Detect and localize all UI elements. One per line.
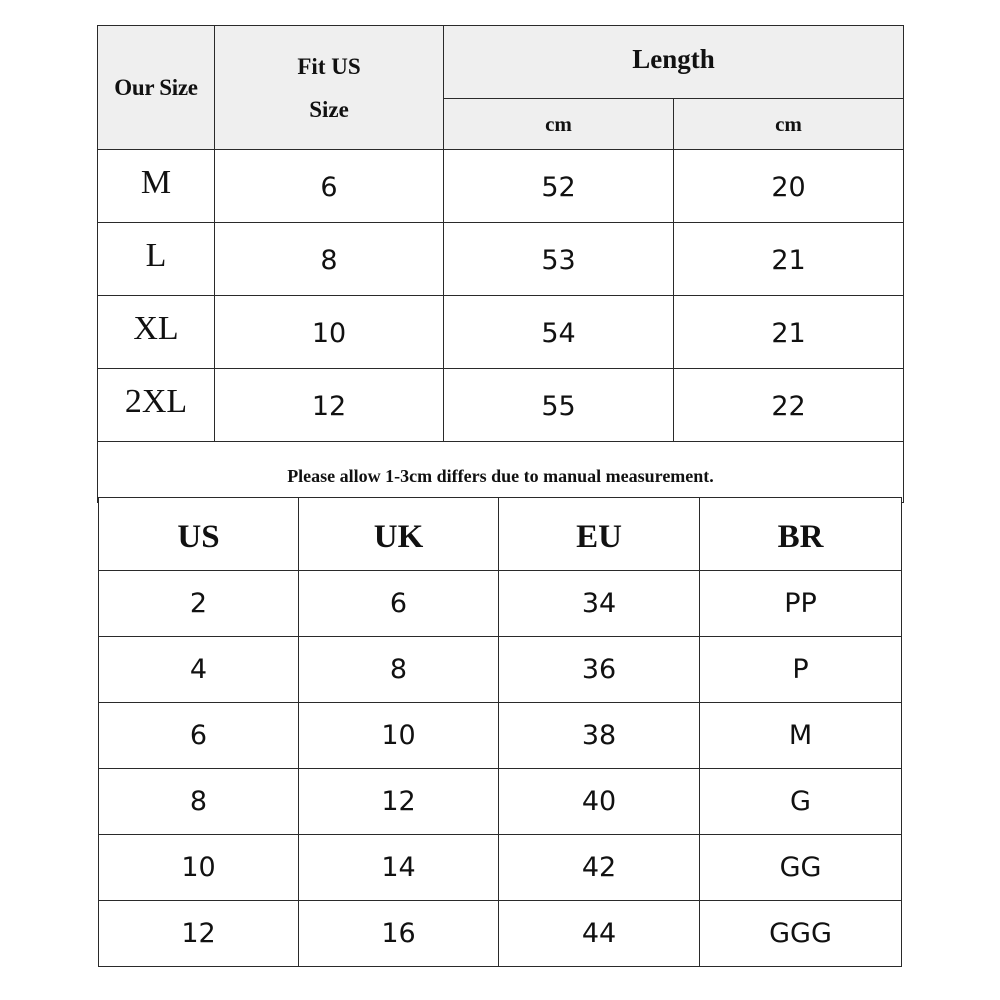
our-size-cell: L: [98, 223, 215, 296]
header-fit-us-size: [215, 26, 444, 150]
header-unit-cm-2: cm: [674, 99, 904, 150]
br-cell: P: [700, 637, 902, 703]
table-row: [98, 369, 904, 442]
size-table: [97, 25, 904, 503]
fit-us-cell: 12: [215, 369, 444, 442]
br-cell: PP: [700, 571, 902, 637]
length-cell-2: 20: [674, 150, 904, 223]
measurement-note: Please allow 1-3cm differs due to manual measurement.: [98, 442, 904, 503]
table-row: [98, 296, 904, 369]
uk-cell: 16: [299, 901, 499, 967]
header-fit-us-line1: Fit US: [297, 53, 361, 79]
br-cell: GG: [700, 835, 902, 901]
length-cell-2: 22: [674, 369, 904, 442]
uk-cell: 10: [299, 703, 499, 769]
length-cell-1: 52: [444, 150, 674, 223]
eu-cell: 42: [499, 835, 700, 901]
eu-cell: 38: [499, 703, 700, 769]
uk-cell: 8: [299, 637, 499, 703]
eu-cell: 44: [499, 901, 700, 967]
uk-cell: 6: [299, 571, 499, 637]
table-row: [98, 223, 904, 296]
uk-cell: 14: [299, 835, 499, 901]
us-cell: 12: [99, 901, 299, 967]
conversion-header-row: [99, 498, 902, 571]
header-unit-cm-1: cm: [444, 99, 674, 150]
header-br: BR: [700, 498, 902, 571]
our-size-cell: M: [98, 150, 215, 223]
length-cell-1: 53: [444, 223, 674, 296]
table-row: [99, 901, 902, 967]
table-row: [99, 703, 902, 769]
table-row: [99, 769, 902, 835]
table-row: [99, 571, 902, 637]
size-table-header-row: [98, 26, 904, 99]
us-cell: 6: [99, 703, 299, 769]
br-cell: G: [700, 769, 902, 835]
size-table-note-row: [98, 442, 904, 503]
us-cell: 8: [99, 769, 299, 835]
length-cell-1: 54: [444, 296, 674, 369]
header-fit-us-line2: Size: [309, 96, 349, 122]
length-cell-2: 21: [674, 223, 904, 296]
us-cell: 2: [99, 571, 299, 637]
length-cell-2: 21: [674, 296, 904, 369]
our-size-cell: 2XL: [98, 369, 215, 442]
fit-us-cell: 10: [215, 296, 444, 369]
uk-cell: 12: [299, 769, 499, 835]
fit-us-cell: 8: [215, 223, 444, 296]
eu-cell: 40: [499, 769, 700, 835]
header-eu: EU: [499, 498, 700, 571]
table-row: [98, 150, 904, 223]
our-size-cell: XL: [98, 296, 215, 369]
br-cell: M: [700, 703, 902, 769]
size-conversion-table: [98, 497, 902, 967]
eu-cell: 36: [499, 637, 700, 703]
eu-cell: 34: [499, 571, 700, 637]
header-us: US: [99, 498, 299, 571]
header-uk: UK: [299, 498, 499, 571]
length-cell-1: 55: [444, 369, 674, 442]
fit-us-cell: 6: [215, 150, 444, 223]
us-cell: 10: [99, 835, 299, 901]
table-row: [99, 637, 902, 703]
table-row: [99, 835, 902, 901]
us-cell: 4: [99, 637, 299, 703]
header-length: Length: [444, 26, 904, 99]
br-cell: GGG: [700, 901, 902, 967]
header-our-size: Our Size: [98, 26, 215, 150]
